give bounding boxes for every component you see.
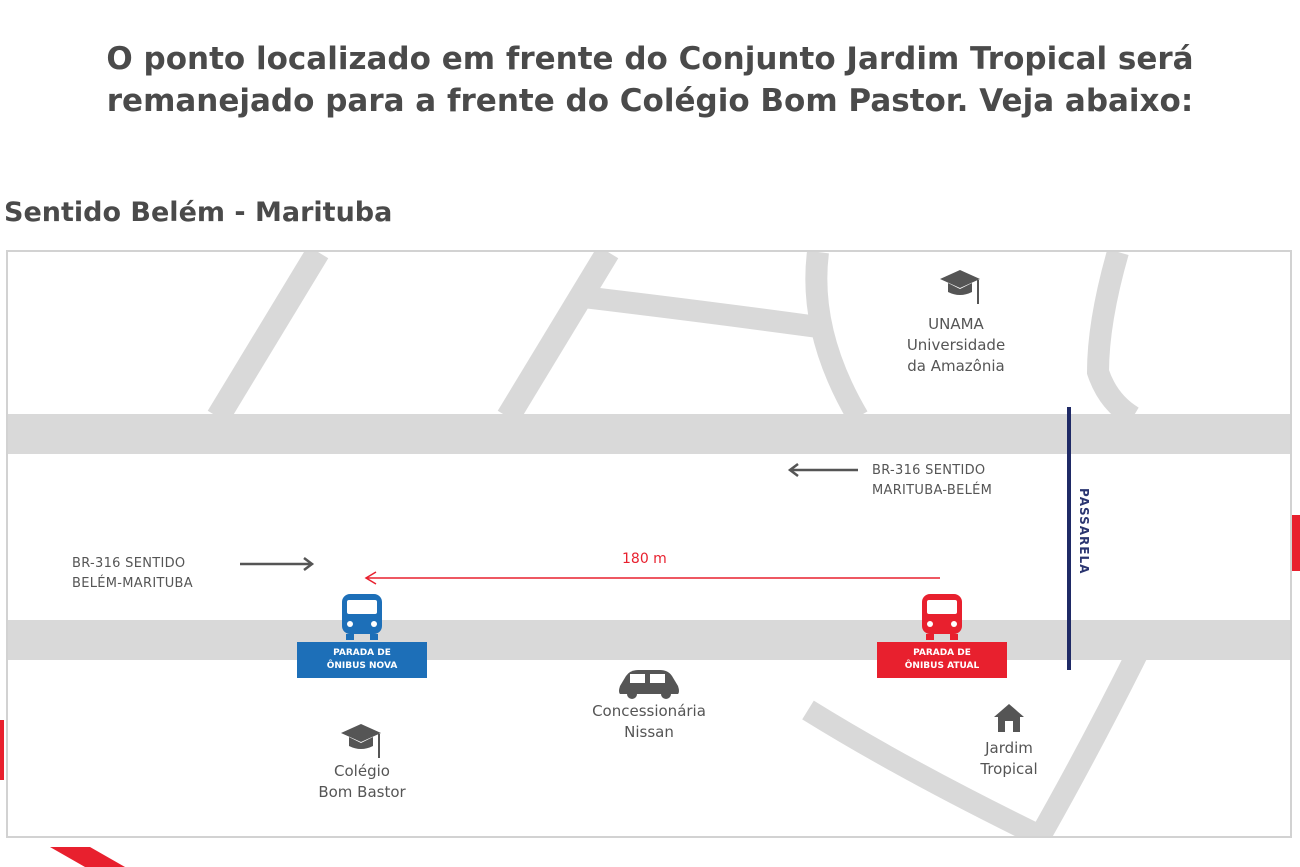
unama-graduation-cap-icon [940,270,980,304]
lower-road-line-1: BR-316 SENTIDO [72,556,186,571]
unama-label [876,314,1036,377]
side-street-1 [218,252,318,417]
house-icon [994,704,1024,732]
colegio-line-2: Bom Bastor [318,783,406,801]
unama-line-3: da Amazônia [907,357,1005,375]
new-stop-bus-icon [342,594,382,640]
decorative-red-corner [30,837,170,867]
left-arrow-icon [790,464,858,476]
colegio-line-1: Colégio [334,762,390,780]
right-arrow-icon [240,558,312,570]
current-stop-sign [877,642,1007,678]
colegio-label [302,761,422,803]
jardim-label [957,738,1061,780]
side-street-5 [1098,252,1133,417]
headline-line-1: O ponto localizado em frente do Conjunto Jardim Tropical será [106,41,1194,77]
decorative-red-edge-right [1292,515,1300,571]
headline [0,38,1300,122]
current-stop-line-2: ÔNIBUS ATUAL [904,661,980,671]
map-roads [8,252,1292,838]
side-street-3 [583,297,818,327]
lower-avenue [8,620,1292,660]
lower-road-direction-label [72,554,193,594]
unama-name: UNAMA [928,315,984,333]
concessionaria-label [574,701,724,743]
current-stop-bus-icon [922,594,962,640]
upper-road-direction-label [872,461,992,501]
upper-road-line-1: BR-316 SENTIDO [872,463,986,478]
decorative-red-edge-left [0,720,4,780]
concessionaria-line-1: Concessionária [592,702,706,720]
new-stop-sign [297,642,427,678]
direction-title: Sentido Belém - Marituba [4,197,393,228]
map [6,250,1292,838]
new-stop-line-2: ÔNIBUS NOVA [326,661,398,671]
unama-line-2: Universidade [906,336,1006,354]
upper-road-line-2: MARITUBA-BELÉM [872,483,993,498]
new-stop-line-1: PARADA DE [333,648,391,658]
current-stop-line-1: PARADA DE [913,648,971,658]
distance-arrow [366,572,940,584]
footbridge-label: PASSARELA [1077,488,1091,575]
side-street-2 [508,252,608,417]
headline-line-2: remanejado para a frente do Colégio Bom Pastor. Veja abaixo: [106,83,1194,119]
jardim-line-1: Jardim [985,739,1033,757]
upper-avenue [8,414,1292,454]
lower-road-line-2: BELÉM-MARITUBA [72,576,193,591]
colegio-graduation-cap-icon [341,724,381,758]
concessionaria-line-2: Nissan [624,723,674,741]
car-icon [619,670,679,699]
jardim-line-2: Tropical [980,760,1038,778]
distance-label: 180 m [622,551,667,567]
side-street-4 [816,252,858,417]
